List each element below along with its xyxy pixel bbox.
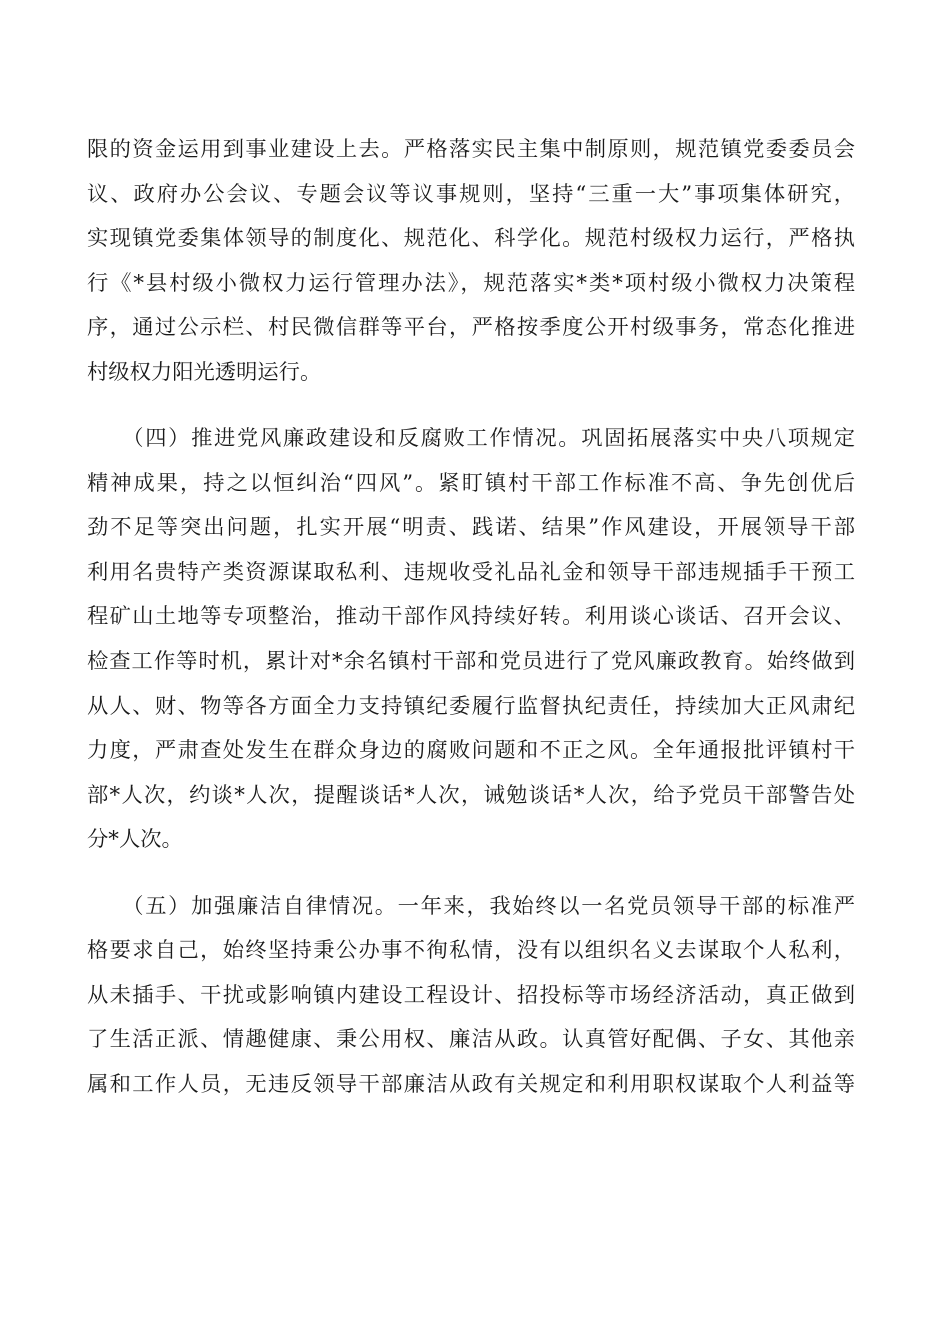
text-line: 序，通过公示栏、村民微信群等平台，严格按季度公开村级事务，常态化推进: [87, 315, 855, 341]
text-line: 检查工作等时机，累计对*余名镇村干部和党员进行了党风廉政教育。始终做到: [87, 649, 855, 675]
text-line: 利用名贵特产类资源谋取私利、违规收受礼品礼金和领导干部违规插手干预工: [87, 559, 855, 585]
paragraph-3: [87, 885, 855, 1108]
text-line: 程矿山土地等专项整治，推动干部作风持续好转。利用谈心谈话、召开会议、: [87, 604, 855, 630]
text-line: 议、政府办公会议、专题会议等议事规则，坚持“三重一大”事项集体研究，: [87, 181, 855, 207]
body-text: [87, 128, 855, 1107]
text-line: 限的资金运用到事业建设上去。严格落实民主集中制原则，规范镇党委委员会: [87, 137, 855, 162]
text-line: 格要求自己，始终坚持秉公办事不徇私情，没有以组织名义去谋取个人私利，: [87, 938, 855, 964]
text-line: 属和工作人员，无违反领导干部廉洁从政有关规定和利用职权谋取个人利益等: [87, 1071, 855, 1097]
paragraph-2: [87, 417, 855, 863]
text-line: 从未插手、干扰或影响镇内建设工程设计、招投标等市场经济活动，真正做到: [87, 982, 855, 1008]
text-line: 行《*县村级小微权力运行管理办法》，规范落实*类*项村级小微权力决策程: [87, 270, 855, 296]
paragraph-spacer: [87, 396, 855, 418]
text-line: （四）推进党风廉政建设和反腐败工作情况。巩固拓展落实中央八项规定: [87, 426, 855, 452]
paragraph-1: [87, 128, 855, 396]
paragraph-spacer: [87, 863, 855, 885]
text-line: 精神成果，持之以恒纠治“四风”。紧盯镇村干部工作标准不高、争先创优后: [87, 470, 855, 496]
text-line: （五）加强廉洁自律情况。一年来，我始终以一名党员领导干部的标准严: [87, 893, 855, 919]
text-line: 实现镇党委集体领导的制度化、规范化、科学化。规范村级权力运行，严格执: [87, 226, 855, 252]
text-line: 村级权力阳光透明运行。: [87, 359, 322, 385]
text-line: 力度，严肃查处发生在群众身边的腐败问题和不正之风。全年通报批评镇村干: [87, 738, 855, 764]
text-line: 劲不足等突出问题，扎实开展“明责、践诺、结果”作风建设，开展领导干部: [87, 515, 855, 541]
text-line: 了生活正派、情趣健康、秉公用权、廉洁从政。认真管好配偶、子女、其他亲: [87, 1027, 855, 1053]
text-line: 从人、财、物等各方面全力支持镇纪委履行监督执纪责任，持续加大正风肃纪: [87, 693, 855, 719]
text-line: 部*人次，约谈*人次，提醒谈话*人次，诫勉谈话*人次，给予党员干部警告处: [87, 782, 855, 808]
text-line: 分*人次。: [87, 827, 183, 853]
